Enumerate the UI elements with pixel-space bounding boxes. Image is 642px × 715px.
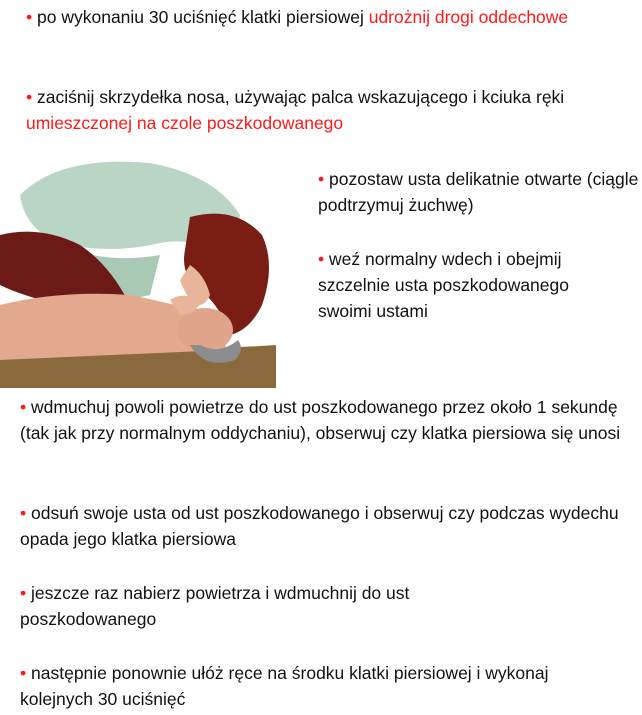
rescue-breathing-icon (0, 155, 276, 388)
step-1-text: po wykonaniu 30 uciśnięć klatki piersiowej (37, 7, 369, 27)
bullet-icon: • (20, 503, 27, 523)
step-6 (20, 500, 636, 552)
step-2-highlight: umieszczonej na czole poszkodowanego (26, 113, 344, 133)
bullet-icon: • (20, 397, 27, 417)
step-4 (318, 246, 618, 324)
step-5 (20, 394, 630, 446)
step-8 (20, 660, 600, 712)
bullet-icon: • (26, 87, 33, 107)
step-6-text: odsuń swoje usta od ust poszkodowanego i obserwuj czy podczas wydechu opada jego klatka piersiowa (20, 503, 619, 549)
step-3-text: pozostaw usta delikatnie otwarte (ciągle podtrzymuj żuchwę) (318, 169, 639, 215)
step-1 (26, 4, 626, 30)
step-2 (26, 84, 642, 136)
step-7-text: jeszcze raz nabierz powietrza i wdmuchnij do ust poszkodowanego (20, 583, 410, 629)
bullet-icon: • (318, 169, 325, 189)
step-8-text: następnie ponownie ułóż ręce na środku klatki piersiowej i wykonaj kolejnych 30 uciśnięć (20, 663, 549, 709)
bullet-icon: • (318, 249, 325, 269)
step-3 (318, 166, 642, 218)
step-1-highlight: udrożnij drogi oddechowe (368, 7, 569, 27)
bullet-icon: • (26, 7, 33, 27)
step-4-text: weź normalny wdech i obejmij szczelnie usta poszkodowanego swoimi ustami (318, 249, 569, 321)
bullet-icon: • (20, 663, 27, 683)
step-2-text: zaciśnij skrzydełka nosa, używając palca wskazującego i kciuka ręki (37, 87, 565, 107)
bullet-icon: • (20, 583, 27, 603)
rescue-breathing-illustration (0, 155, 276, 388)
step-7 (20, 580, 430, 632)
step-5-text: wdmuchuj powoli powietrze do ust poszkodowanego przez około 1 sekundę (tak jak przy normalnym oddychaniu), obserwuj czy klatka piersiowa się unosi (20, 397, 621, 443)
